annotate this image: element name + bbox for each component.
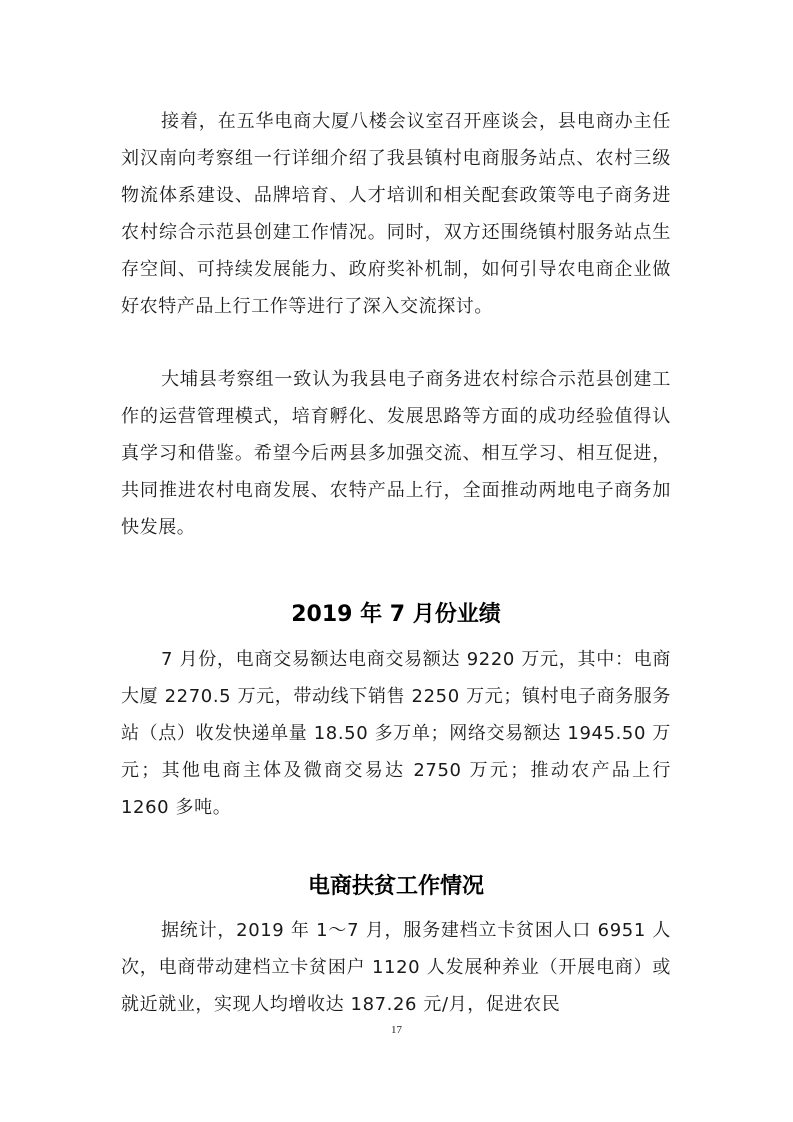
paragraph-symposium: 接着，在五华电商大厦八楼会议室召开座谈会，县电商办主任刘汉南向考察组一行详细介绍了我县镇村电商服务站点、农村三级物流体系建设、品牌培育、人才培训和相关配套政策等电子商务进农村综合示范县创建工作情况。同时，双方还围绕镇村服务站点生存空间、可持续发展能力、政府奖补机制，如何引导农电商企业做好农特产品上行工作等进行了深入交流探讨。 bbox=[121, 111, 671, 317]
page-number: 17 bbox=[391, 1024, 402, 1036]
paragraph-poverty-alleviation: 据统计，2019 年 1～7 月，服务建档立卡贫困人口 6951 人次，电商带动建档立卡贫困户 1120 人发展种养业（开展电商）或就近就业，实现人均增收达 187.26 元/月，促进农民 bbox=[121, 920, 671, 1015]
heading-july-performance: 2019 年 7 月份业绩 bbox=[291, 602, 501, 627]
paragraph-july-performance: 7 月份，电商交易额达电商交易额达 9220 万元，其中：电商大厦 2270.5 万元，带动线下销售 2250 万元；镇村电子商务服务站（点）收发快递单量 18.50 多万单；网络交易额达 1945.50 万元；其他电商主体及微商交易达 2750 万元；推动农产品上行 1260 多吨。 bbox=[121, 649, 671, 818]
heading-poverty-alleviation: 电商扶贫工作情况 bbox=[307, 874, 484, 899]
paragraph-dabu-evaluation: 大埔县考察组一致认为我县电子商务进农村综合示范县创建工作的运营管理模式，培育孵化、发展思路等方面的成功经验值得认真学习和借鉴。希望今后两县多加强交流、相互学习、相互促进，共同推进农村电商发展、农特产品上行，全面推动两地电子商务加快发展。 bbox=[121, 369, 671, 538]
